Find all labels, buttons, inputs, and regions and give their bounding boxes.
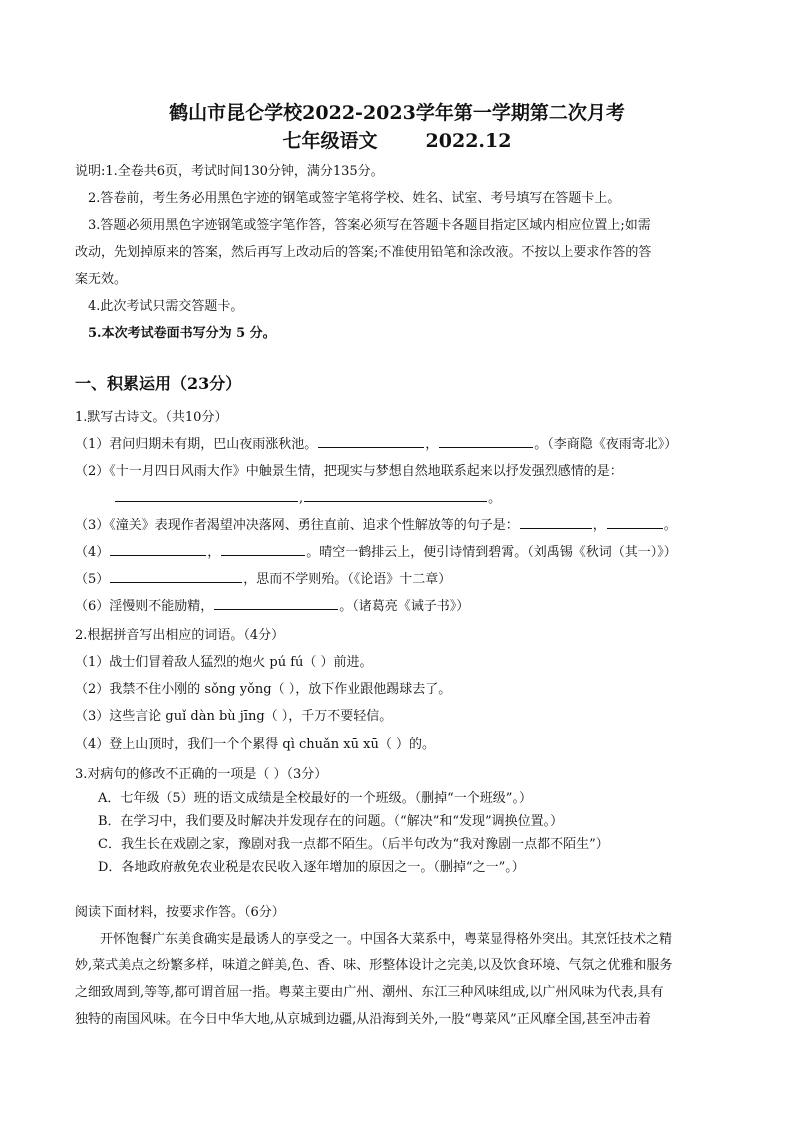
answer-blank[interactable]	[439, 435, 533, 448]
instruction-3b: 改动，先划掉原来的答案，然后再写上改动后的答案;不准使用铅笔和涂改液。不按以上要求作答的答	[75, 245, 652, 260]
q3-option-c: C．我生长在戏剧之家，豫剧对我一点都不陌生。（后半句改为“我对豫剧一点都不陌生”）	[98, 837, 609, 852]
answer-blank[interactable]	[304, 489, 487, 502]
q1-2-comma: ,	[299, 491, 304, 506]
q1-3-comma: ，	[592, 518, 606, 533]
q1-4-text: 。晴空一鹤排云上，便引诗情到碧霄。（刘禹锡《秋词（其一）》）	[306, 545, 677, 560]
q1-2-period: 。	[488, 491, 502, 506]
instruction-3a: 3.答题必须用黑色字迹钢笔或签字笔作答，答案必须写在答题卡各题目指定区域内相应位置上;如需	[88, 218, 651, 233]
q1-6-source: 。（诸葛亮《诫子书》）	[339, 599, 470, 614]
answer-blank[interactable]	[110, 543, 206, 556]
q1-5-num: （5）	[75, 572, 110, 587]
q1-item-3	[75, 514, 677, 533]
subject-label: 七年级语文	[282, 130, 378, 152]
q1-item-4	[75, 541, 677, 560]
q3-option-b: B．在学习中，我们要及时解决并发现存在的问题。（“解决”和“发现”调换位置。）	[98, 814, 564, 829]
instruction-4: 4.此次考试只需交答题卡。	[88, 299, 244, 314]
q1-1-source: 。（李商隐《夜雨寄北》）	[534, 437, 678, 452]
instruction-5: 5.本次考试卷面书写分为 5 分。	[88, 326, 276, 341]
answer-blank[interactable]	[214, 597, 338, 610]
q1-3-text: （3）《潼关》表现作者渴望冲决落网、勇往直前、追求个性解放等的句子是：	[75, 518, 519, 533]
q1-4-num: （4）	[75, 545, 110, 560]
q2-item-1: （1）战士们冒着敌人猛烈的炮火 pú fú（ ）前进。	[75, 655, 373, 670]
exam-title: 鹤山市昆仑学校2022-2023学年第一学期第二次月考	[169, 102, 625, 124]
instruction-1: 说明:1.全卷共6页，考试时间130分钟，满分135分。	[75, 164, 384, 179]
q2-item-3: （3）这些言论 guǐ dàn bù jīng（ ），千万不要轻信。	[75, 709, 393, 724]
exam-subtitle	[0, 126, 794, 153]
q1-1-comma: ，	[425, 437, 439, 452]
q1-item-6	[75, 595, 469, 614]
exam-date: 2022.12	[425, 130, 512, 152]
instruction-2: 2.答卷前，考生务必用黑色字迹的钢笔或签字笔将学校、姓名、试室、考号填写在答题卡上。	[88, 191, 621, 206]
answer-blank[interactable]	[115, 489, 298, 502]
answer-blank[interactable]	[520, 516, 592, 529]
answer-blank[interactable]	[318, 435, 424, 448]
q1-1-text: （1）君问归期未有期，巴山夜雨涨秋池。	[75, 437, 318, 452]
q1-item-2: （2）《十一月四日风雨大作》中触景生情，把现实与梦想自然地联系起来以抒发强烈感情的是：	[75, 464, 623, 479]
q1-5-text: ，思而不学则殆。（《论语》十二章）	[243, 572, 452, 587]
q2-item-2: （2）我禁不住小刚的 sǒng yǒng（ ），放下作业跟他踢球去了。	[75, 682, 452, 697]
q1-item-5	[75, 568, 451, 587]
instruction-3c: 案无效。	[75, 272, 128, 287]
answer-blank[interactable]	[607, 516, 663, 529]
q1-item-1	[75, 433, 677, 452]
q1-title: 1.默写古诗文。（共10分）	[75, 410, 228, 425]
q3-title: 3.对病句的修改不正确的一项是（ ）（3分）	[75, 767, 328, 782]
q1-6-text: （6）淫慢则不能励精，	[75, 599, 214, 614]
q2-title: 2.根据拼音写出相应的词语。（4分）	[75, 628, 285, 643]
q1-item-2-blanks	[114, 487, 501, 506]
answer-blank[interactable]	[110, 570, 242, 583]
section-heading: 一、积累运用（23分）	[75, 374, 242, 393]
reading-paragraph-line: 开怀饱餐广东美食确实是最诱人的享受之一。中国各大菜系中，粤菜显得格外突出。其烹饪技术之精	[100, 932, 673, 947]
q1-4-comma: ，	[207, 545, 221, 560]
q3-option-d: D．各地政府赦免农业税是农民收入逐年增加的原因之一。（删掉“之一”。）	[98, 860, 525, 875]
q2-item-4: （4）登上山顶时，我们一个个累得 qì chuǎn xū xū（ ）的。	[75, 737, 435, 752]
answer-blank[interactable]	[221, 543, 305, 556]
q1-3-period: 。	[663, 518, 677, 533]
reading-paragraph-line: 之细致周到,等等,都可谓首屈一指。粤菜主要由广州、潮州、东江三种风味组成,以广州风味为代表,具有	[75, 985, 664, 1000]
reading-paragraph-line: 妙,菜式美点之纷繁多样，味道之鲜美,色、香、味、形整体设计之完美,以及饮食环境、气氛之优雅和服务	[75, 958, 673, 973]
reading-paragraph-line: 独特的南国风味。在今日中华大地,从京城到边疆,从沿海到关外,一股“粤菜风”正风靡全国,甚至冲击着	[75, 1012, 651, 1027]
reading-title: 阅读下面材料，按要求作答。（6分）	[75, 905, 285, 920]
q3-option-a: A．七年级（5）班的语文成绩是全校最好的一个班级。（删掉“一个班级”。）	[98, 791, 532, 806]
